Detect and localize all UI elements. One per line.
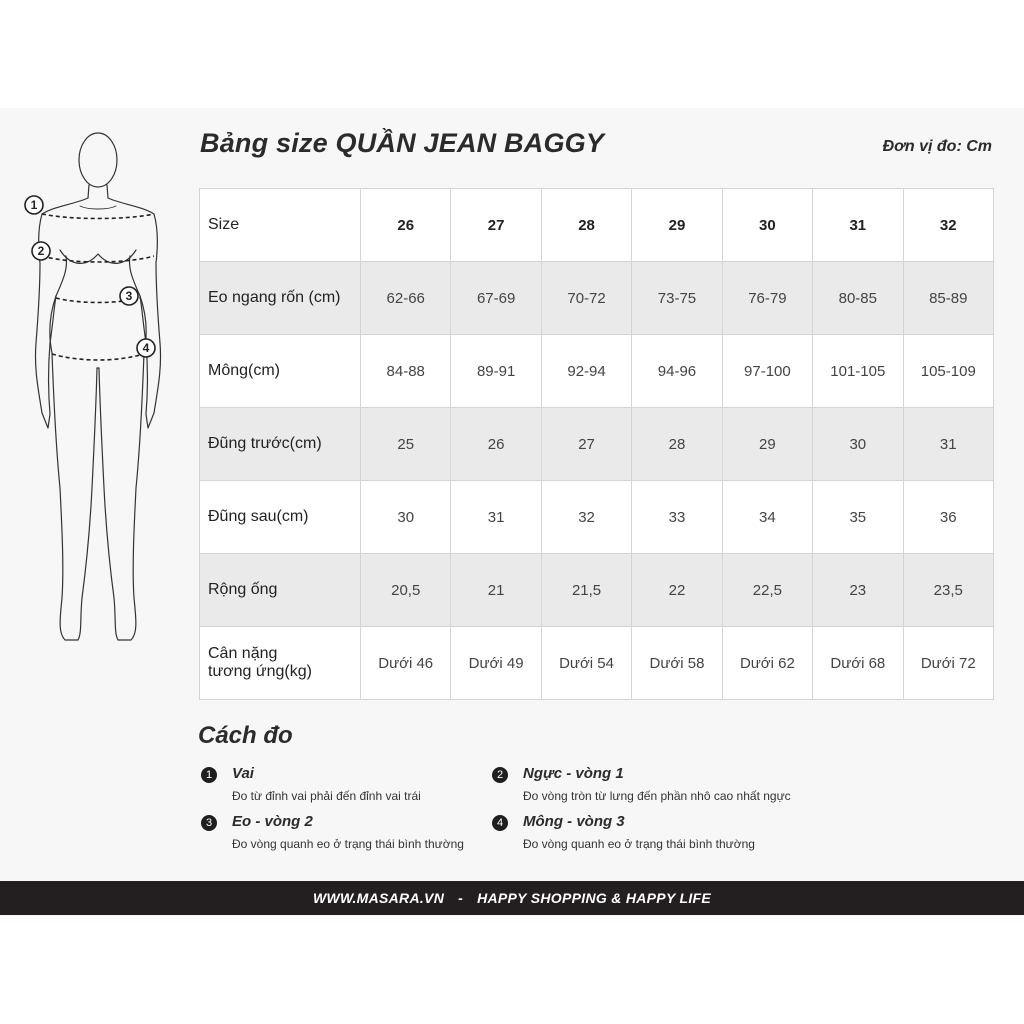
table-cell: 62-66 — [361, 262, 451, 335]
body-measurement-figure — [20, 128, 170, 658]
guide-number-badge: 1 — [201, 767, 217, 783]
svg-text:4: 4 — [142, 341, 150, 355]
table-cell: Dưới 46 — [361, 627, 451, 700]
measure-guide-title: Cách đo — [198, 722, 293, 749]
table-row — [200, 554, 994, 627]
size-header-row — [200, 189, 994, 262]
table-cell: 97-100 — [722, 335, 812, 408]
table-cell: 35 — [813, 481, 903, 554]
table-cell: 22 — [632, 554, 722, 627]
table-cell: 67-69 — [451, 262, 541, 335]
figure-marker-4 — [137, 339, 155, 357]
guide-number-badge: 2 — [492, 767, 508, 783]
table-row — [200, 627, 994, 700]
table-cell: 73-75 — [632, 262, 722, 335]
guide-item-name: Mông - vòng 3 — [523, 813, 625, 830]
size-col-header: 31 — [813, 189, 903, 262]
table-cell: 22,5 — [722, 554, 812, 627]
table-cell: 30 — [813, 408, 903, 481]
guide-item-desc: Đo vòng quanh eo ở trạng thái bình thường — [523, 837, 755, 851]
table-cell: Dưới 58 — [632, 627, 722, 700]
table-cell: 92-94 — [541, 335, 631, 408]
table-cell: Dưới 72 — [903, 627, 993, 700]
size-col-header: 30 — [722, 189, 812, 262]
table-cell: 80-85 — [813, 262, 903, 335]
table-cell: Dưới 54 — [541, 627, 631, 700]
row-label-line: Cân nặng — [208, 645, 278, 662]
table-cell: Dưới 49 — [451, 627, 541, 700]
table-cell: 76-79 — [722, 262, 812, 335]
figure-marker-1 — [25, 196, 43, 214]
row-label-weight — [200, 627, 361, 700]
footer-slogan: HAPPY SHOPPING & HAPPY LIFE — [477, 890, 712, 906]
table-cell: 101-105 — [813, 335, 903, 408]
guide-item-name: Eo - vòng 2 — [232, 813, 313, 830]
footer-separator: - — [458, 890, 464, 906]
size-col-header: 26 — [361, 189, 451, 262]
guide-item-desc: Đo từ đỉnh vai phải đến đỉnh vai trái — [232, 789, 421, 803]
row-label: Đũng sau(cm) — [200, 481, 361, 554]
table-cell: 70-72 — [541, 262, 631, 335]
table-row — [200, 481, 994, 554]
row-label: Đũng trước(cm) — [200, 408, 361, 481]
size-col-header: 27 — [451, 189, 541, 262]
table-cell: 36 — [903, 481, 993, 554]
table-cell: 105-109 — [903, 335, 993, 408]
table-row — [200, 335, 994, 408]
table-cell: 85-89 — [903, 262, 993, 335]
svg-text:3: 3 — [125, 289, 133, 303]
table-cell: 23 — [813, 554, 903, 627]
guide-item-name: Vai — [232, 765, 254, 782]
guide-item-desc: Đo vòng tròn từ lưng đến phần nhô cao nhất ngực — [523, 789, 791, 803]
footer-site-link[interactable]: WWW.MASARA.VN — [312, 890, 445, 906]
table-cell: 28 — [632, 408, 722, 481]
table-cell: 20,5 — [361, 554, 451, 627]
table-cell: 25 — [361, 408, 451, 481]
row-label: Eo ngang rốn (cm) — [200, 262, 361, 335]
table-cell: 26 — [451, 408, 541, 481]
footer-banner — [0, 881, 1024, 915]
table-cell: 29 — [722, 408, 812, 481]
table-cell: 94-96 — [632, 335, 722, 408]
table-row — [200, 262, 994, 335]
size-col-header: 32 — [903, 189, 993, 262]
row-label: Rộng ống — [200, 554, 361, 627]
table-cell: Dưới 62 — [722, 627, 812, 700]
size-col-header: 28 — [541, 189, 631, 262]
figure-head — [79, 133, 117, 187]
table-cell: 27 — [541, 408, 631, 481]
table-cell: 21,5 — [541, 554, 631, 627]
table-cell: Dưới 68 — [813, 627, 903, 700]
unit-label: Đơn vị đo: Cm — [882, 138, 992, 155]
table-cell: 31 — [451, 481, 541, 554]
table-row — [200, 408, 994, 481]
table-cell: 21 — [451, 554, 541, 627]
row-label: Mông(cm) — [200, 335, 361, 408]
row-label-line: tương ứng(kg) — [208, 663, 312, 680]
table-cell: 34 — [722, 481, 812, 554]
size-col-header: 29 — [632, 189, 722, 262]
size-corner-label: Size — [200, 189, 361, 262]
table-cell: 33 — [632, 481, 722, 554]
table-cell: 31 — [903, 408, 993, 481]
figure-marker-2 — [32, 242, 50, 260]
table-cell: 84-88 — [361, 335, 451, 408]
guide-number-badge: 3 — [201, 815, 217, 831]
table-cell: 32 — [541, 481, 631, 554]
page-title: Bảng size QUẦN JEAN BAGGY — [200, 128, 605, 158]
svg-text:1: 1 — [30, 198, 38, 212]
guide-item-desc: Đo vòng quanh eo ở trạng thái bình thường — [232, 837, 464, 851]
svg-text:2: 2 — [37, 244, 45, 258]
guide-item-name: Ngực - vòng 1 — [523, 765, 624, 782]
table-cell: 89-91 — [451, 335, 541, 408]
table-cell: 30 — [361, 481, 451, 554]
guide-number-badge: 4 — [492, 815, 508, 831]
table-cell: 23,5 — [903, 554, 993, 627]
figure-marker-3 — [120, 287, 138, 305]
size-table — [199, 188, 994, 700]
